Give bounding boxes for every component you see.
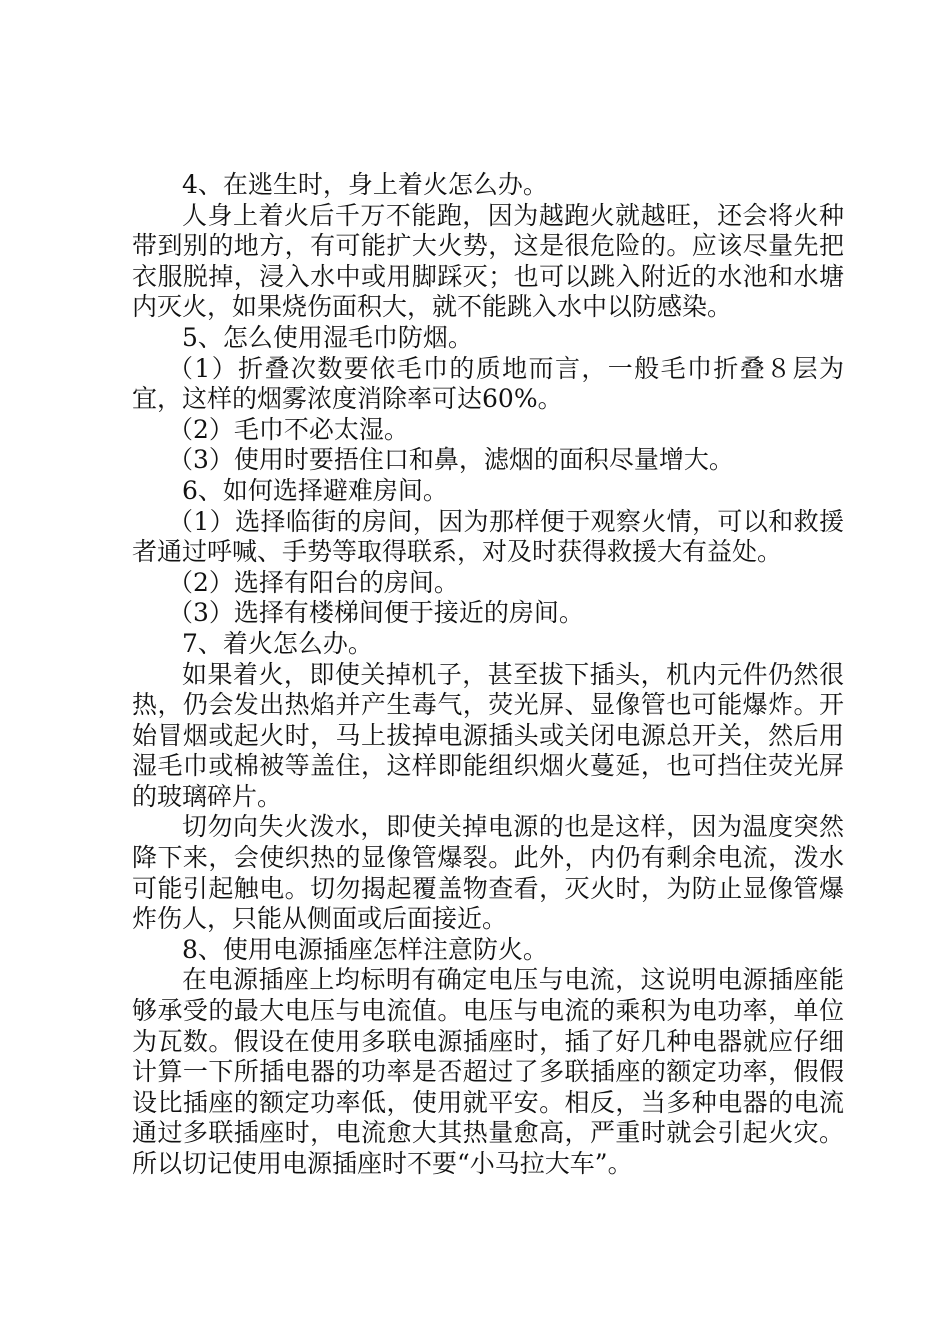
- paragraph-body-power-socket: 在电源插座上均标明有确定电压与电流，这说明电源插座能够承受的最大电压与电流值。电压与电流的乘积为电功率，单位为瓦数。假设在使用多联电源插座时，插了好几种电器就应仔细计算一下所插电器的功率是否超过了多联插座的额定功率，假假设比插座的额定功率低，使用就平安。相反，当多种电器的电流通过多联插座时，电流愈大其热量愈高，严重时就会引起火灾。所以切记使用电源插座时不要“小马拉大车”。: [132, 965, 844, 1178]
- paragraph-body-tv-fire-1: 如果着火，即使关掉机子，甚至拔下插头，机内元件仍然很热，仍会发出热焰并产生毒气，荧光屏、显像管也可能爆炸。开始冒烟或起火时，马上拔掉电源插头或关闭电源总开关，然后用湿毛巾或棉被等盖住，这样即能组织烟火蔓延，也可挡住荧光屏的玻璃碎片。: [132, 659, 844, 811]
- list-item-room-2: （2）选择有阳台的房间。: [168, 567, 459, 597]
- heading-8: 8、使用电源插座怎样注意防火。: [182, 934, 548, 964]
- list-item-room-3: （3）选择有楼梯间便于接近的房间。: [168, 598, 584, 628]
- heading-4: 4、在逃生时，身上着火怎么办。: [182, 170, 548, 199]
- paragraph-body-tv-fire-2: 切勿向失火泼水，即使关掉电源的也是这样，因为温度突然降下来，会使织热的显像管爆裂。此外，内仍有剩余电流，泼水可能引起触电。切勿揭起覆盖物查看，灭火时，为防止显像管爆炸伤人，只能从侧面或后面接近。: [132, 812, 844, 934]
- list-item-towel-1: （1）折叠次数要依毛巾的质地而言，一般毛巾折叠８层为宜，这样的烟雾浓度消除率可达60%。: [132, 353, 844, 414]
- document-body: [132, 170, 844, 1180]
- heading-7: 7、着火怎么办。: [182, 628, 373, 658]
- list-item-room-1: （1）选择临街的房间，因为那样便于观察火情，可以和救援者通过呼喊、手势等取得联系，对及时获得救援大有益处。: [132, 506, 844, 567]
- heading-6: 6、如何选择避难房间。: [182, 475, 448, 505]
- list-item-towel-2: （2）毛巾不必太湿。: [168, 414, 409, 444]
- list-item-towel-3: （3）使用时要捂住口和鼻，滤烟的面积尽量增大。: [168, 445, 734, 475]
- paragraph-body-fire-on-body: 人身上着火后千万不能跑，因为越跑火就越旺，还会将火种带到别的地方，有可能扩大火势，这是很危险的。应该尽量先把衣服脱掉，浸入水中或用脚踩灭；也可以跳入附近的水池和水塘内灭火，如果烧伤面积大，就不能跳入水中以防感染。: [132, 200, 844, 322]
- heading-5: 5、怎么使用湿毛巾防烟。: [182, 322, 473, 352]
